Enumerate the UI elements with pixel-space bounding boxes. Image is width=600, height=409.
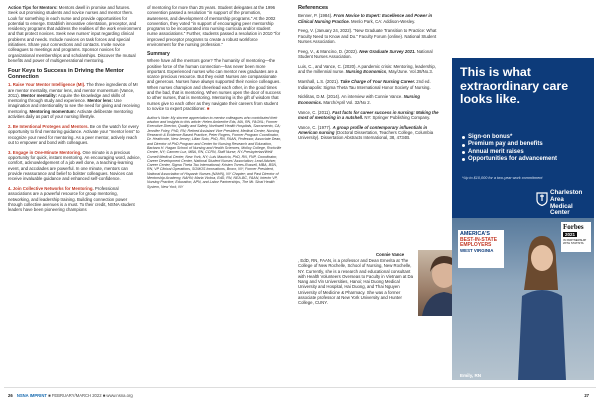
bullet-icon: [462, 151, 465, 154]
page-number-left: 26: [8, 393, 13, 398]
ad-bullet: Opportunities for advancement: [462, 156, 557, 163]
column-2: [147, 5, 282, 193]
key-3-paragraph: [8, 150, 141, 182]
mentor-lens-label: Mentor lens:: [87, 98, 113, 104]
ad-bullet: Annual merit raises: [462, 149, 557, 156]
key-1-title: 1. Raise Your Mentor Intelligence (MI).: [8, 82, 86, 88]
column-1: [8, 5, 141, 217]
reference-item: Benner, P. (1984). From Novice to Expert: Excellence and Power in Clinical Nursing Practice. Menlo Park, CA: Addison-Wesley.: [298, 13, 433, 24]
forbes-subtext: IN PARTNERSHIP WITH STATISTA: [563, 238, 587, 245]
ad-bullet: Sign-on bonus*: [462, 134, 557, 141]
mentoring-momentum-label: Mentoring momentum:: [29, 108, 77, 114]
references-heading: References: [298, 5, 329, 11]
reference-item: Feeg, V. (January 24, 2022). "New Graduate Transition to Practice: What Faculty Need to Know and Do." Faculty Forum (online). National Student Nurses Association.: [298, 28, 437, 44]
four-keys-heading: Four Keys to Success in Driving the Mentor Connection: [8, 67, 124, 81]
footer-issue: FEBRUARY/MARCH 2022: [51, 393, 102, 398]
best-employers-badge: [458, 230, 504, 268]
reference-item: Marshall, L.S. (2021). Take Charge of Your Nursing Career. 2nd ed. Indianapolis: Sigma Theta Tau International Honor Society of Nursing.: [298, 79, 431, 90]
camc-name: Charleston Area Medical Center: [550, 189, 583, 217]
reference-item: Vance, C. (1977). A group profile of contemporary influentials in American nursing (Doctoral Dissertation, Teachers College, Columbia University). Dissertation Abstracts International, 38, 4734B.: [298, 124, 434, 141]
bio-name: Connie Vance: [376, 252, 405, 257]
mentoring-momentum-text: Activate deliberate mentoring activities daily as part of your nursing lifestyle.: [8, 108, 133, 120]
key-2-paragraph: [8, 124, 141, 145]
key-1-text: The three ingredients of MI are mentor mentality, mentor lens, and mentor momentum (Vance, 2011).: [8, 82, 138, 98]
mentor-lens-text: Use imagination and intentionality to see the need for giving and receiving mentoring.: [8, 98, 140, 114]
action-tips-paragraph: [8, 5, 141, 63]
summary-paragraph: [147, 58, 282, 111]
author-bio-text: [298, 258, 414, 306]
key-4-title: 4. Join Collective Networks for Mentoring.: [8, 186, 94, 192]
camc-logo: [536, 190, 588, 218]
references-column: [298, 5, 444, 145]
reference-item: Feeg, V., & Mancino, D. (2022). New Graduate Survey 2021. National Student Nurses Association.: [298, 48, 433, 60]
footer-divider: [4, 387, 596, 388]
ad-bullet-list: [462, 134, 557, 164]
ad-bullet: Premium pay and benefits: [462, 141, 557, 148]
key-1-paragraph: [8, 82, 141, 119]
nurse-figure-icon: [514, 230, 566, 380]
key-2-text: Be on the watch for every opportunity to find mentoring guidance. Activate your "mentor lens" to recognize your need for mentoring. As a peer mentor, actively reach out to empower and bond with colleagues.: [8, 123, 140, 145]
camc-shield-icon: [536, 192, 548, 206]
action-tips-text: Mentors dwell in promise and futures. Seek out promising students and novice nurses and mentor them. Look for something in each nurse and provide opportunities for potential to emerge. Establish innovative orientation, preceptor, and residency programs that address the realities of the work environment and that protect novices. Seek new nurses' input regarding clinical problems and needs. Include novices on task forces and special initiatives. Share your connections and contacts. Invite novice colleagues to meetings and programs. Sponsor novices for organizational memberships and scholarships. Discover the mutual benefits and power of multigenerational mentoring.: [8, 5, 141, 63]
forbes-badge: [561, 222, 591, 252]
ad-footnote: *Up to $10,000 for a two-year work commitment: [462, 176, 543, 180]
key-2-title: 2. Be Intentional Proteges and Mentors.: [8, 123, 89, 129]
footer-website-link[interactable]: www.nsna.org: [106, 393, 133, 398]
author-bio: [376, 252, 416, 257]
action-tips-heading: Action Tips for Mentors:: [8, 5, 58, 10]
footer-right: [584, 393, 592, 398]
badge-line-1: AMERICA'S: [460, 231, 491, 237]
summary-heading: Summary: [147, 50, 170, 57]
forbes-year: 2021: [565, 232, 576, 237]
page-footer: [0, 387, 600, 409]
bullet-icon: [462, 158, 465, 161]
photo-caption: Emily, RN: [460, 373, 482, 378]
end-mark-icon: ■: [206, 105, 210, 111]
reference-item: Nicklitas, D.M. (2014). An interview with Connie Vance. Nursing Economics. March/April Vol. 32/No 2.: [298, 94, 420, 105]
key-4-text: Professional associations are a powerful resource for group mentoring, networking, and leadership training. Building connection power through collective avenues is a must. To their credit, NSNA student leaders have been pioneering champions: [8, 186, 135, 213]
footer-brand: NSNA IMPRINT: [16, 393, 47, 398]
footer-left: 26 NSNA IMPRINT ■ FEBRUARY/MARCH 2022 ■ www.nsna.org: [8, 393, 133, 398]
page-number-right: 27: [584, 393, 589, 398]
key-4-paragraph: [8, 186, 141, 212]
authors-note: Author's Note: My sincere appreciation to mentor colleagues who contributed their wisdom and insights to this article: Helen Amberthe Eds, MA, RN, FAONL; Former Executive Director, Quality and Safety, Northwell Health Hospitals, Sacramento, CA; Jennifer Foley, PhD, RN; Retired Assistant Vice President, Medical Center, Nursing Research & Evidence Based Practice, Peter Rogers, Former Program Coordinator, Dr. Heathcote, New Jersey; Lilian Soto, PhD, RN, FAAN, Professor, Associate Dean, and Director of PhD Program and Center for Nursing Research and Education, Barbara H. Hagan School of Nursing and Health Sciences, Molloy College, Rockville Centre, NY; Carmen Luz, MBA, RN, CCRN, Staff Nurse, NY-Presbyterian/Weill Cornell Medical Center, New York, NY; Luis Mauricio, PhD, RN, FNP, Coordinator, Career Development Center, National Student Nurses' Association; Lead Adviser, Career Center, Sigma Theta Tau International; Kristen Torres-Russell, MBA, BSN, RN, VP Clinical Operations, SOMOS Innovations, Bronx, NY; Former President, National Association of Hispanic Nurses (NAHN), NY Chapter; and Past Director of Mentorship Academy, NAHN; Maria Vickoa, EdD, RN, NEA-BC, FAAN, Interim VP, Nursing Practice, Education, APN, and Labor Partnerships, The Mt. Sinai Health System, New York, NY: [147, 115, 282, 189]
badge-line-2: BEST-IN-STATE EMPLOYERS: [460, 237, 498, 249]
camc-advertisement[interactable]: [452, 58, 594, 380]
reference-item: Vance, C. (2011). Fast facts for career success in nursing: Making the most of mentoring in a nutshell. NY: Springer Publishing Company.: [298, 109, 439, 120]
bullet-icon: [462, 144, 465, 147]
mentor-mentality-label: Mentor mentality:: [21, 92, 57, 98]
badge-line-3: WEST VIRGINIA: [460, 248, 494, 253]
continuation-paragraph: of mentoring for more than 25 years. Student delegates at the 1996 convention passed a resolution "in support of the promotion, awareness, and development of mentorship programs." At the 2002 convention, they voted "in support of encouraging peer mentorship programs to be incorporated into nursing curricula and/or student nurse associations." Further, students passed a resolution in 2010 "for improved preceptor programs to create a robust workforce environment for the nursing profession.": [147, 5, 281, 48]
bio-text: , EdD, RN, FAAN, is a professor and Dean Emerita at The College of New Rochelle, School of Nursing, New Rochelle, NY. Currently, she is a research and educational consultant with Health Volunteers Overseas to Faculty in Vietnam at Da Nang and Vin Universities, Hanoi; Hai Duong Medical University and Hospital, Hai Duong, and Thai Nguyen University of Medicine & Pharmacy. She was a former associate professor at New York University and Hunter College, CUNY.: [298, 258, 414, 306]
ad-headline: This is what extraordinary care looks like.: [460, 65, 569, 107]
bullet-icon: [462, 136, 465, 139]
reference-item: Luis, C., and Vance, C. (2020). A pandemic crisis: Mentoring, leadership, and the millennial nurse. Nursing Economics, May/June. Vol.38/No.3.: [298, 64, 436, 75]
summary-text: Where have all the mentors gone? The humanity of mentoring—the positive force of the human connection—has never been more important. Experienced nurses who can mentor new graduates are a scarce precious resource. But they exist! Nurses are compassionate and generous. Nurses have always supported their novice colleagues. When nurses champion and cheerlead each other, in the good times and the bad, that is mentoring. When nurses open the door of success to other nurses, that is mentoring. Mentoring is the gift of wisdom that nurses give to each other as they navigate their careers from student to novice to expert practitioner.: [147, 58, 281, 111]
forbes-title: Forbes: [563, 223, 584, 231]
key-3-title: 3. Engage in One-Minute Mentoring.: [8, 149, 82, 155]
key-3-text: One minute is a precious opportunity for quick, instant mentoring. An encouraging word, advice, comfort, acknowledgement of a job well done, a teaching-learning event, and accolades are powerful. In one minute, mentors can provide reassurance and belief to bolster colleagues. Novices can receive invaluable guidance and enhanced self-confidence.: [8, 149, 141, 182]
mentor-mentality-text: Acquire the knowledge and skills of mentoring through study and experience.: [8, 92, 125, 104]
